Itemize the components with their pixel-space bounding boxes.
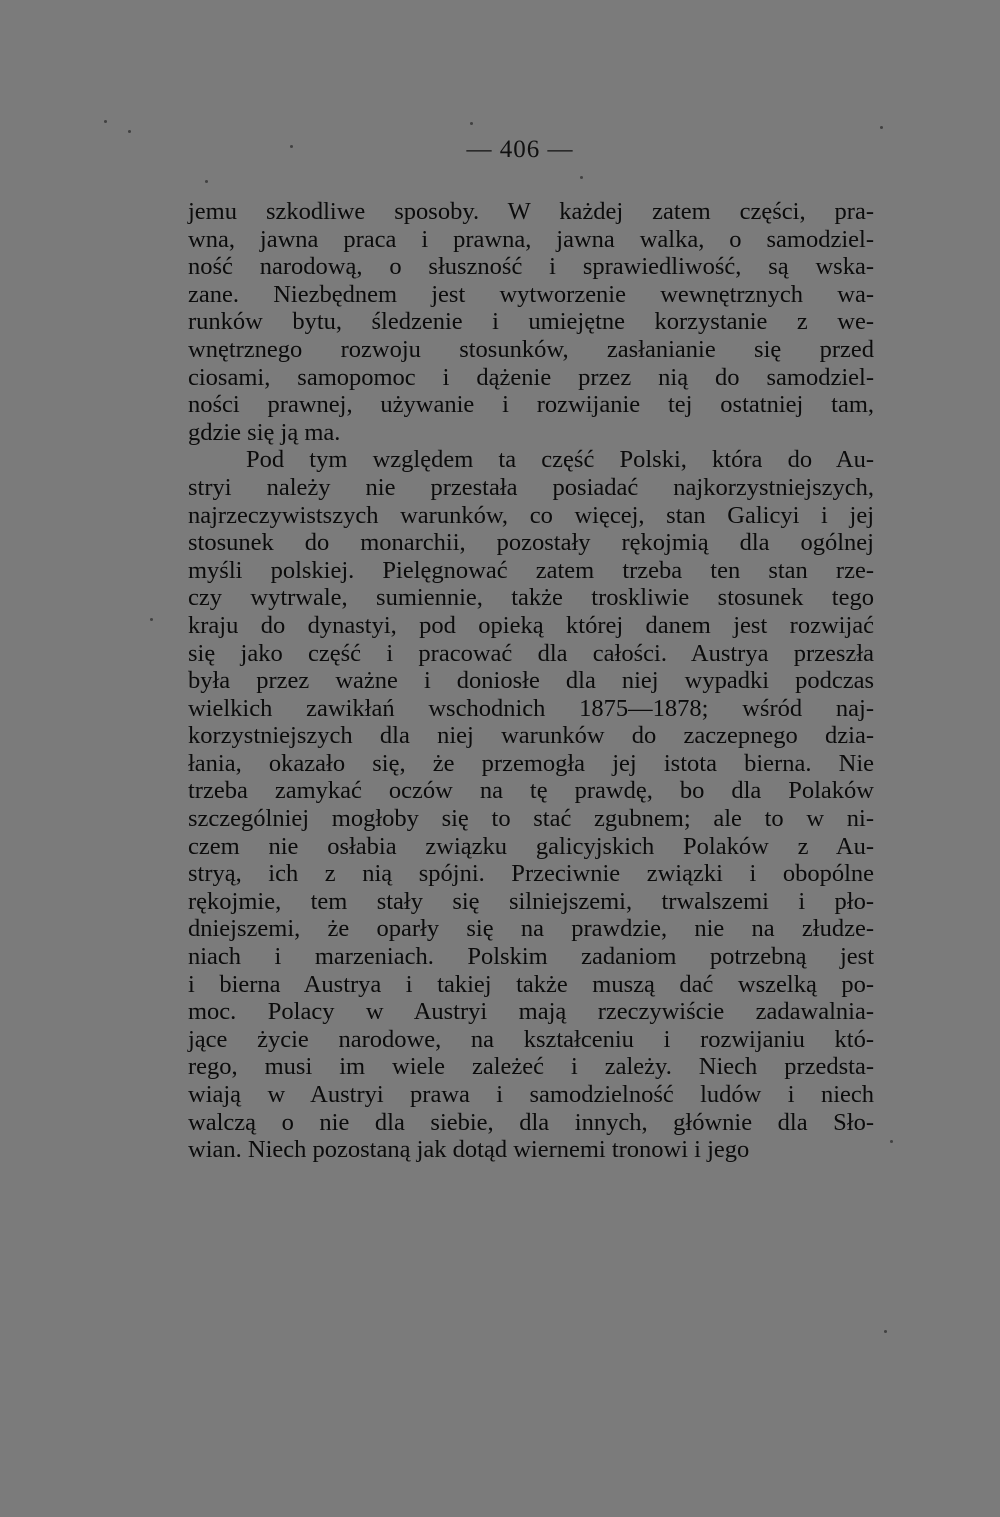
text-line: i bierna Austrya i takiej także muszą dać wszelką po-: [188, 970, 874, 998]
text-line: rego, musi im wiele zależeć i zależy. Niech przedsta-: [188, 1053, 874, 1081]
text-line: ności prawnej, używanie i rozwijanie tej ostatniej tam,: [188, 391, 874, 419]
text-line: korzystniejszych dla niej warunków do zaczepnego dzia-: [188, 722, 874, 750]
text-line: jące życie narodowe, na kształceniu i rozwijaniu któ-: [188, 1025, 874, 1053]
text-line: najrzeczywistszych warunków, co więcej, stan Galicyi i jej: [188, 501, 874, 529]
scan-speck: [290, 145, 293, 148]
text-line: dniejszemi, że oparły się na prawdzie, nie na złudze-: [188, 915, 874, 943]
text-line: wnętrznego rozwoju stosunków, zasłanianie się przed: [188, 335, 874, 363]
scan-speck: [128, 130, 131, 133]
text-line: moc. Polacy w Austryi mają rzeczywiście zadawalnia-: [188, 998, 874, 1026]
text-line: rękojmie, tem stały się silniejszemi, trwalszemi i pło-: [188, 887, 874, 915]
text-line: czy wytrwale, sumiennie, także troskliwie stosunek tego: [188, 584, 874, 612]
text-line: gdzie się ją ma.: [188, 418, 341, 446]
text-line: myśli polskiej. Pielęgnować zatem trzeba ten stan rze-: [188, 556, 874, 584]
text-line: Pod tym względem ta część Polski, która do Au-: [246, 446, 874, 474]
text-line: była przez ważne i doniosłe dla niej wypadki podczas: [188, 667, 874, 695]
text-line: kraju do dynastyi, pod opieką której danem jest rozwijać: [188, 611, 874, 639]
text-line: stryi należy nie przestała posiadać najkorzystniejszych,: [188, 473, 874, 501]
text-line: stosunek do monarchii, pozostały rękojmią dla ogólnej: [188, 529, 874, 557]
scan-speck: [580, 176, 583, 179]
text-line: ność narodową, o słuszność i sprawiedliwość, są wska-: [188, 253, 874, 281]
scan-speck: [470, 122, 473, 125]
scan-speck: [884, 1330, 887, 1333]
text-line: łania, okazało się, że przemogła jej istota bierna. Nie: [188, 749, 874, 777]
scan-speck: [104, 120, 107, 123]
text-line: jemu szkodliwe sposoby. W każdej zatem części, pra-: [188, 198, 874, 225]
body-text: [188, 198, 874, 1164]
scan-speck: [150, 618, 153, 621]
text-line: walczą o nie dla siebie, dla innych, głównie dla Sło-: [188, 1108, 874, 1136]
text-line: ciosami, samopomoc i dążenie przez nią do samodziel-: [188, 363, 874, 391]
text-line: wian. Niech pozostaną jak dotąd wiernemi tronowi i jego: [188, 1136, 750, 1164]
text-line: wielkich zawikłań wschodnich 1875—1878; wśród naj-: [188, 694, 874, 722]
text-line: zane. Niezbędnem jest wytworzenie wewnętrznych wa-: [188, 280, 874, 308]
text-line: wiają w Austryi prawa i samodzielność ludów i niech: [188, 1081, 874, 1108]
text-line: wna, jawna praca i prawna, jawna walka, o samodziel-: [188, 225, 874, 253]
text-line: szczególniej mogłoby się to stać zgubnem; ale to w ni-: [188, 805, 874, 833]
scan-speck: [890, 1140, 893, 1143]
text-line: stryą, ich z nią spójni. Przeciwnie związki i obopólne: [188, 860, 874, 888]
scan-speck: [880, 126, 883, 129]
page-number: — 406 —: [466, 136, 574, 163]
text-line: się jako część i pracować dla całości. Austrya przeszła: [188, 639, 874, 667]
text-line: runków bytu, śledzenie i umiejętne korzystanie z we-: [188, 308, 874, 336]
text-line: niach i marzeniach. Polskim zadaniom potrzebną jest: [188, 943, 874, 971]
text-line: czem nie osłabia związku galicyjskich Polaków z Au-: [188, 832, 874, 860]
text-line: trzeba zamykać oczów na tę prawdę, bo dla Polaków: [188, 777, 874, 805]
scan-speck: [205, 180, 208, 183]
